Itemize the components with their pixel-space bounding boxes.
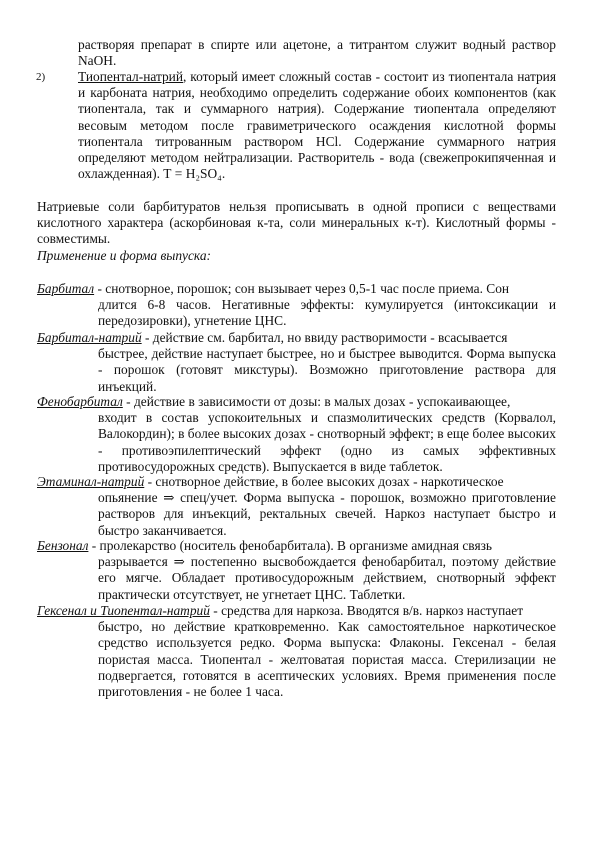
entry-first-line: - снотворное, порошок; сон вызывает через 0,5-1 час после приема. Сон: [94, 281, 510, 296]
term-thiopental-sodium: Тиопентал-натрий: [78, 69, 184, 84]
entry-term: Этаминал-натрий: [37, 474, 145, 489]
entry-term: Барбитал-натрий: [37, 330, 142, 345]
entry-etaminal-sodium: [37, 474, 556, 539]
entry-first-line: - средства для наркоза. Вводятся в/в. наркоз наступает: [209, 603, 524, 618]
entry-rest: быстро, но действие кратковременно. Как самостоятельное наркотическое средство используется редко. Форма выпуска: Флаконы. Гексенал - белая пористая масса. Тиопентал - желтоватая пористая масса. Стерилизации не подвергается, готовятся в асептических условиях. Время применения после приготовления - не более 1 часа.: [98, 619, 556, 700]
entry-barbital-sodium: [37, 330, 556, 395]
entry-benzonal: [37, 538, 556, 603]
list-item-2: [36, 69, 556, 182]
entry-first-line: - действие см. барбитал, но ввиду растворимости - всасывается: [141, 330, 508, 345]
item2-text: , который имеет сложный состав - состоит из тиопентала натрия и карбоната натрия, необходимо определить содержание обоих компонентов (как тиопентала, так и суммарного натрия). Содержание тиопентала определяют весовым методом после гравиметрического осаждения кислотной формы тиопентала титрованным раствором HCl. Содержание суммарного натрия определяют методом нейтрализации. Растворитель - вода (свежепрокипяченная и охлажденная). Т = H₂SO₄.: [78, 69, 556, 182]
usage-heading: Применение и форма выпуска:: [37, 248, 211, 263]
entry-barbital: [37, 281, 556, 330]
entry-term: Барбитал: [37, 281, 95, 296]
entry-rest: быстрее, действие наступает быстрее, но и быстрее выводится. Форма выпуска - порошок (готовят микстуры). Возможно приготовление раствора для инъекций.: [98, 346, 556, 394]
entry-first-line: - пролекарство (носитель фенобарбитала). В организме амидная связь: [88, 538, 493, 553]
entry-hexenal-thiopental: [37, 603, 556, 700]
entry-term: Бензонал: [37, 538, 89, 553]
entry-first-line: - действие в зависимости от дозы: в малых дозах - успокаивающее,: [122, 394, 511, 409]
entry-rest: длится 6-8 часов. Негативные эффекты: кумулируется (интоксикации и передозировки), угнетение ЦНС.: [98, 297, 556, 329]
entry-rest: входит в состав успокоительных и спазмолитических средств (Корвалол, Валокордин); в более высоких дозах - снотворный эффект; в еще более высоких - противоэпилептический эффект (одно из самых эффективных противосудорожных средств). Выпускается в виде таблеток.: [98, 410, 556, 474]
list-number: 2): [36, 71, 46, 83]
entry-rest: опьянение ⇒ спец/учет. Форма выпуска - порошок, возможно приготовление растворов для инъекций, ректальных свечей. Наркоз наступает быстро и быстро заканчивается.: [98, 490, 556, 538]
salts-paragraph: Натриевые соли барбитуратов нельзя прописывать в одной прописи с веществами кислотного характера (аскорбиновая к-та, соли минеральных к-т). Кислотный формы - совместимы.: [37, 199, 556, 247]
entry-first-line: - снотворное действие, в более высоких дозах - наркотическое: [144, 474, 504, 489]
entry-term: Гексенал и Тиопентал-натрий: [37, 603, 210, 618]
entry-rest: разрывается ⇒ постепенно высвобождается фенобарбитал, поэтому действие его мягче. Обладает противосудорожным действием, снотворный эффект практически отсутствует, не угнетает ЦНС. Таблетки.: [98, 554, 556, 602]
entry-term: Фенобарбитал: [37, 394, 123, 409]
entry-phenobarbital: [37, 394, 556, 475]
continuation-paragraph: растворяя препарат в спирте или ацетоне, а титрантом служит водный раствор NaOH.: [78, 37, 556, 69]
